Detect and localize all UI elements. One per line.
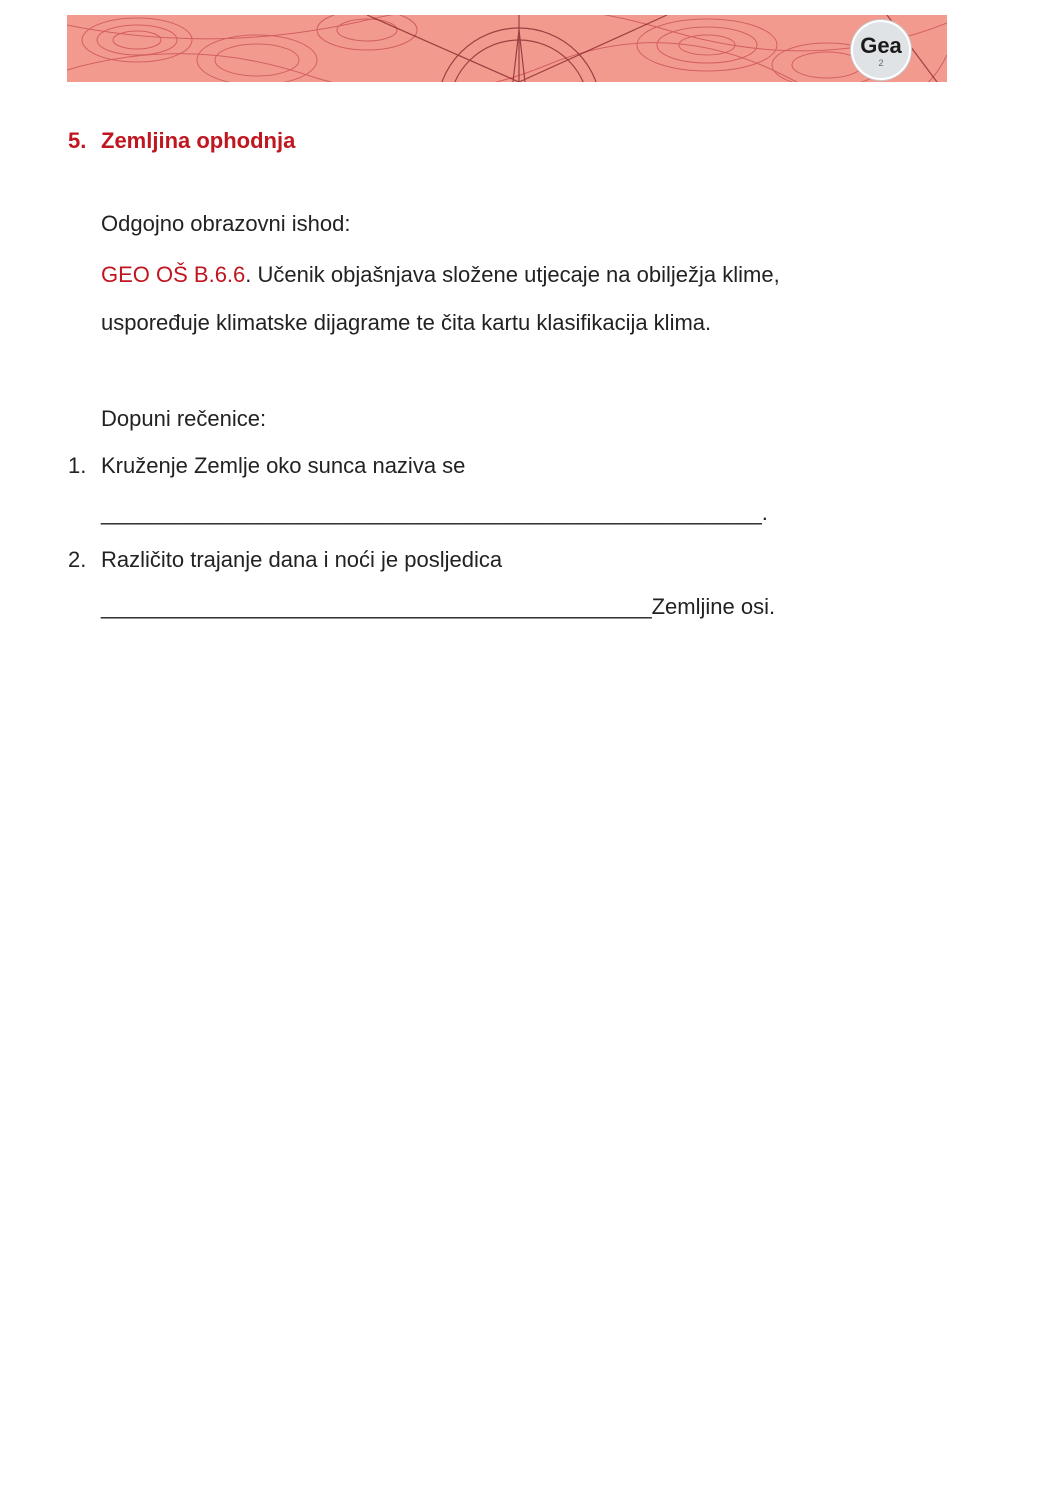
item-2-answer-line[interactable]: _____________________________________________Zemljine osi. bbox=[101, 594, 776, 619]
section-title: Zemljina ophodnja bbox=[101, 128, 296, 153]
topographic-map-decoration bbox=[67, 15, 947, 82]
gea-logo bbox=[851, 20, 911, 80]
item-1-text: Kruženje Zemlje oko sunca naziva se bbox=[101, 453, 466, 478]
outcome-line-1 bbox=[101, 262, 780, 288]
section-number: 5. bbox=[68, 128, 87, 153]
item-2-number: 2. bbox=[68, 547, 87, 572]
outcome-code: GEO OŠ B.6.6 bbox=[101, 262, 246, 287]
section-heading bbox=[68, 128, 295, 154]
exercise-instruction: Dopuni rečenice: bbox=[101, 406, 267, 431]
item-1-number: 1. bbox=[68, 453, 87, 478]
logo-number: 2 bbox=[878, 58, 884, 68]
logo-text: Gea bbox=[860, 33, 902, 58]
header-banner bbox=[67, 15, 947, 82]
item-2-text: Različito trajanje dana i noći je posljedica bbox=[101, 547, 503, 572]
outcome-text-1: . Učenik objašnjava složene utjecaje na obilježja klime, bbox=[245, 262, 780, 287]
outcome-text-2: uspoređuje klimatske dijagrame te čita kartu klasifikacija klima. bbox=[101, 310, 712, 335]
outcome-label: Odgojno obrazovni ishod: bbox=[101, 211, 351, 236]
item-1-answer-line[interactable]: ______________________________________________________. bbox=[101, 500, 768, 525]
